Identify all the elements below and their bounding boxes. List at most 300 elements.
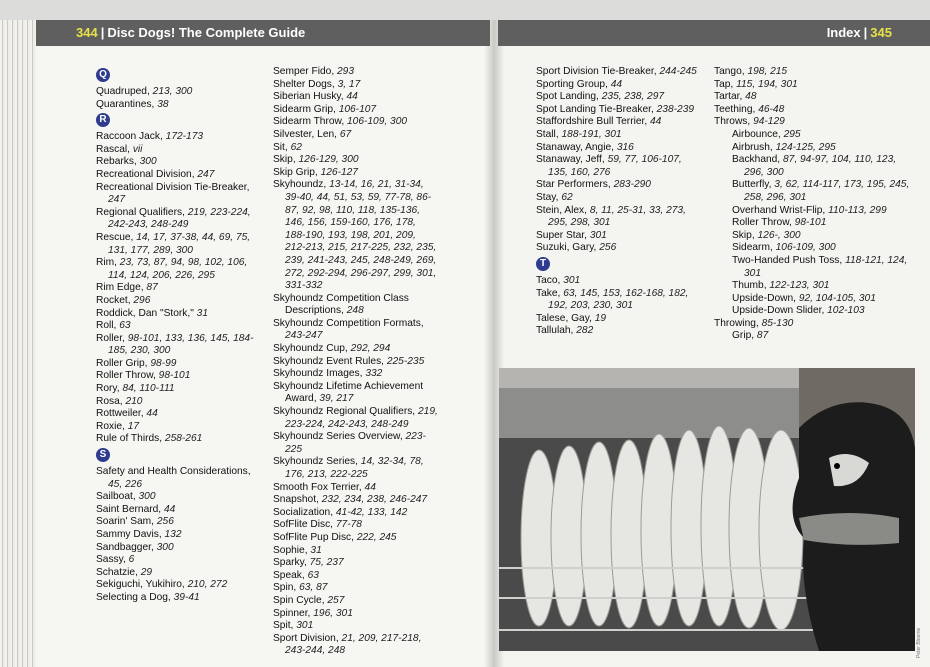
- page-references: 256: [599, 242, 617, 254]
- svg-text:Peter Bloeme: Peter Bloeme: [916, 627, 922, 658]
- index-term: Recreational Division Tie-Breaker,: [96, 181, 250, 193]
- page-references: 257: [327, 594, 345, 606]
- index-entry: [96, 257, 264, 282]
- index-term: Rosa,: [96, 395, 123, 407]
- index-subentry: [732, 154, 914, 179]
- page-references: 118-121, 124, 301: [744, 254, 908, 279]
- index-term: Sammy Davis,: [96, 529, 162, 540]
- index-entry: [273, 545, 439, 558]
- page-references: 115, 194, 301: [736, 78, 798, 90]
- index-term: Spot Landing,: [536, 91, 599, 103]
- page-references: 210: [125, 395, 143, 407]
- index-subentry: [732, 255, 914, 280]
- page-references: 222, 245: [356, 531, 397, 543]
- index-term: Airbrush,: [732, 141, 773, 153]
- index-column-3: [536, 66, 704, 338]
- page-references: 14, 17, 37-38, 44, 69, 75, 131, 177, 289, 300: [108, 231, 251, 256]
- index-term: Tallulah,: [536, 325, 574, 337]
- section-letter-badge: T: [536, 257, 550, 271]
- index-term: Stall,: [536, 128, 559, 140]
- index-term: Sport Division,: [273, 632, 339, 644]
- index-term: Sparky,: [273, 557, 307, 569]
- page-references: 106-109, 300: [775, 242, 836, 254]
- index-entry: [536, 205, 704, 230]
- page-references: 92, 104-105, 301: [798, 292, 876, 304]
- index-entry: [714, 79, 914, 92]
- index-term: Stanaway, Jeff,: [536, 154, 605, 166]
- index-entry: [273, 608, 439, 621]
- index-entry: [96, 383, 264, 396]
- index-entry: [273, 142, 439, 155]
- index-entry: [96, 433, 264, 446]
- page-references: 17: [127, 420, 140, 432]
- index-term: Sandbagger,: [96, 541, 154, 553]
- index-subentry: [732, 179, 914, 204]
- index-term: Skyhoundz Event Rules,: [273, 355, 384, 367]
- index-entry: [96, 295, 264, 308]
- page-references: 247: [108, 194, 125, 206]
- index-term: Taco,: [536, 274, 561, 286]
- index-term: Spot Landing Tie-Breaker,: [536, 103, 654, 115]
- page-references: 3, 17: [337, 78, 361, 90]
- index-entry: [536, 129, 704, 142]
- index-term: Skip,: [732, 229, 755, 241]
- page-references: 23, 73, 87, 94, 98, 102, 106, 114, 124, 206, 226, 295: [108, 257, 248, 281]
- index-entry: [536, 230, 704, 243]
- page-references: 301: [589, 229, 607, 241]
- index-entry: [96, 182, 264, 207]
- index-term: Skyhoundz Cup,: [273, 343, 348, 355]
- index-entry: [536, 192, 704, 205]
- page-references: 110-113, 299: [828, 204, 887, 216]
- index-term: Stein, Alex,: [536, 204, 587, 216]
- header-separator: |: [100, 25, 105, 40]
- index-term: Thumb,: [732, 280, 767, 292]
- page-references: 106-109, 300: [347, 116, 408, 128]
- page-references: 132: [164, 529, 182, 540]
- index-term: Rocket,: [96, 294, 131, 306]
- section-title: Index: [826, 25, 861, 40]
- index-entry: [96, 358, 264, 371]
- page-references: 232, 234, 238, 246-247: [321, 494, 428, 506]
- index-term: Sit,: [273, 141, 288, 153]
- index-entry: [536, 154, 704, 179]
- page-references: 87, 94-97, 104, 110, 123, 296, 300: [744, 154, 897, 178]
- index-term: Skyhoundz Competition Class Descriptions,: [273, 292, 409, 317]
- page-references: 188-191, 301: [561, 128, 622, 140]
- page-references: 29: [140, 566, 153, 578]
- index-entry: [96, 169, 264, 182]
- page-references: 84, 110-111: [122, 383, 175, 395]
- index-column-2: [273, 66, 439, 658]
- index-entry: [273, 595, 439, 608]
- page-references: 3, 62, 114-117, 173, 195, 245, 258, 296, 301: [744, 179, 910, 203]
- page-references: 316: [616, 141, 634, 153]
- index-term: Rim,: [96, 257, 117, 269]
- page-references: 244-245: [659, 66, 697, 77]
- page-references: 196, 301: [313, 607, 353, 619]
- page-references: 41-42, 133, 142: [335, 506, 408, 518]
- index-term: Sekiguchi, Yukihiro,: [96, 579, 185, 591]
- page-references: 102-103: [827, 305, 865, 317]
- page-references: 283-290: [613, 179, 651, 191]
- page-references: 296: [133, 294, 151, 306]
- page-references: 87: [146, 282, 158, 294]
- index-term: Silvester, Len,: [273, 128, 337, 140]
- index-term: Skyhoundz Competition Formats,: [273, 317, 424, 329]
- page-references: 44: [146, 408, 158, 420]
- index-term: Rescue,: [96, 231, 134, 243]
- index-entry: [273, 343, 439, 356]
- index-entry: [273, 91, 439, 104]
- page-references: 67: [339, 128, 352, 140]
- index-term: Skip Grip,: [273, 166, 318, 178]
- index-entry: [96, 156, 264, 169]
- page-references: 332: [365, 368, 383, 380]
- index-entry: [96, 567, 264, 580]
- index-term: Spinner,: [273, 607, 311, 619]
- index-term: Skyhoundz,: [273, 179, 327, 191]
- index-entry: [273, 482, 439, 495]
- index-entry: [96, 516, 264, 529]
- page-references: 62: [290, 141, 302, 153]
- page-references: 126-, 300: [757, 229, 801, 241]
- index-subentry: [732, 280, 914, 293]
- page-references: 39, 217: [319, 393, 354, 405]
- page-references: 300: [156, 541, 174, 553]
- index-term: Roller Grip,: [96, 357, 148, 369]
- index-term: Speak,: [273, 569, 305, 581]
- photo-credit: [914, 620, 922, 660]
- index-entry: [96, 466, 264, 491]
- index-entry: [273, 368, 439, 381]
- index-subentry: [732, 142, 914, 155]
- index-term: Skyhoundz Series,: [273, 456, 358, 468]
- index-entry: [96, 282, 264, 295]
- index-entry: [273, 66, 439, 79]
- index-entry: [96, 408, 264, 421]
- index-term: Sidearm Grip,: [273, 103, 336, 115]
- index-entry: [714, 66, 914, 79]
- index-entry: [536, 242, 704, 255]
- index-term: Rottweiler,: [96, 408, 144, 420]
- index-entry: [96, 207, 264, 232]
- page-references: 98-99: [150, 357, 177, 369]
- index-entry: [273, 557, 439, 570]
- index-term: Tap,: [714, 78, 734, 90]
- page-references: 98-101, 133, 136, 145, 184-185, 230, 300: [108, 332, 254, 357]
- index-term: Sidearm,: [732, 242, 773, 254]
- page-references: 19: [594, 312, 607, 324]
- page-references: 124-125, 295: [775, 141, 836, 153]
- page-references: 38: [157, 98, 169, 110]
- index-term: Siberian Husky,: [273, 91, 344, 103]
- index-term: Talese, Gay,: [536, 312, 592, 324]
- index-entry: [96, 504, 264, 517]
- index-term: Rule of Thirds,: [96, 433, 163, 445]
- index-entry: [536, 313, 704, 326]
- index-entry: [273, 116, 439, 129]
- page-references: 13-14, 16, 21, 31-34, 39-40, 44, 51, 53, 59, 77-78, 86-87, 92, 98, 110, 118, 135-136, 146, 156, 159-160, 176, 178, 188-190, 193, 198, 201, 209, 212-213, 215, 217-225, 232, 235, 239, 241-243, 245, 248-249, 269, 272, 292-294, 296-297, 299, 301, 331-332: [285, 179, 437, 292]
- index-term: Snapshot,: [273, 494, 319, 506]
- index-term: Rascal,: [96, 143, 130, 155]
- page-references: 63, 145, 153, 162-168, 182, 192, 203, 230, 301: [548, 287, 689, 312]
- index-subentry: [732, 293, 914, 306]
- index-entry: [96, 131, 264, 144]
- page-references: 98-101: [794, 217, 827, 229]
- index-entry: [96, 491, 264, 504]
- page-references: 248: [346, 305, 364, 317]
- index-term: Throwing,: [714, 317, 759, 329]
- index-term: Throws,: [714, 116, 751, 128]
- page-references: 31: [196, 307, 209, 319]
- index-term: Sport Division Tie-Breaker,: [536, 66, 657, 77]
- index-entry: [96, 99, 264, 112]
- index-term: Socialization,: [273, 506, 334, 518]
- index-term: Two-Handed Push Toss,: [732, 254, 843, 266]
- index-entry: [96, 86, 264, 99]
- index-entry: [273, 293, 439, 318]
- index-entry: [273, 456, 439, 481]
- page-references: 44: [610, 78, 623, 90]
- index-entry: [536, 66, 704, 79]
- page-references: 126-129, 300: [298, 154, 359, 166]
- page-references: 63, 87: [299, 582, 328, 594]
- page-references: 282: [576, 325, 594, 337]
- index-subentry: [732, 330, 914, 343]
- index-entry: [96, 421, 264, 434]
- index-entry: [536, 288, 704, 313]
- index-term: Quarantines,: [96, 98, 155, 110]
- index-term: Roxie,: [96, 420, 125, 432]
- page-references: 31: [310, 544, 322, 556]
- page-references: 8, 11, 25-31, 33, 273, 295, 298, 301: [548, 204, 686, 229]
- header-separator: |: [863, 25, 868, 40]
- index-term: Skip,: [273, 154, 296, 166]
- index-term: Roller,: [96, 332, 125, 344]
- index-entry: [96, 320, 264, 333]
- page-references: 75, 237: [309, 557, 344, 569]
- page-references: 63: [119, 320, 131, 332]
- index-term: Regional Qualifiers,: [96, 206, 185, 218]
- index-entry: [536, 104, 704, 117]
- index-entry: [96, 396, 264, 409]
- index-term: Roll,: [96, 320, 117, 332]
- index-entry: [96, 579, 264, 592]
- page-references: 62: [561, 191, 573, 203]
- index-entry: [273, 519, 439, 532]
- index-entry: [714, 91, 914, 104]
- index-entry: [96, 542, 264, 555]
- page-references: 6: [128, 554, 135, 566]
- page-references: 256: [156, 516, 174, 528]
- index-entry: [96, 308, 264, 321]
- index-term: Upside-Down,: [732, 292, 796, 304]
- page-references: 63: [307, 569, 319, 581]
- page-references: 300: [138, 491, 156, 503]
- index-entry: [536, 325, 704, 338]
- index-term: Sidearm Throw,: [273, 116, 345, 128]
- page-references: 198, 215: [747, 66, 788, 77]
- index-entry: [273, 356, 439, 369]
- index-entry: [273, 179, 439, 292]
- index-entry: [273, 129, 439, 142]
- index-entry: [273, 570, 439, 583]
- index-entry: [273, 79, 439, 92]
- index-entry: [273, 582, 439, 595]
- page-references: 258-261: [164, 433, 203, 445]
- page-references: 94-129: [753, 116, 785, 128]
- page-references: 301: [563, 274, 581, 286]
- index-subentry: [732, 230, 914, 243]
- index-entry: [96, 144, 264, 157]
- index-term: Rory,: [96, 383, 120, 395]
- page-references: 300: [139, 156, 157, 168]
- page-references: 293: [337, 66, 354, 77]
- index-term: Super Star,: [536, 229, 587, 241]
- index-entry: [273, 620, 439, 633]
- page-references: 44: [163, 503, 176, 515]
- page-references: 126-127: [320, 166, 358, 178]
- section-letter-badge: Q: [96, 68, 110, 82]
- index-entry: [96, 554, 264, 567]
- index-entry: [273, 104, 439, 117]
- index-term: Grip,: [732, 330, 755, 342]
- dog-in-dishwasher-photo: [499, 368, 915, 651]
- index-term: Sassy,: [96, 554, 126, 566]
- index-term: Sporting Group,: [536, 78, 608, 90]
- index-term: Overhand Wrist-Flip,: [732, 204, 826, 216]
- index-entry: [273, 318, 439, 343]
- page-references: 210, 272: [187, 579, 228, 591]
- index-term: Safety and Health Considerations,: [96, 466, 251, 478]
- page-references: 243-247: [285, 330, 323, 342]
- page-references: 106-107: [338, 103, 377, 115]
- index-subentry: [732, 205, 914, 218]
- index-term: Teething,: [714, 103, 756, 115]
- index-term: Skyhoundz Images,: [273, 368, 363, 380]
- index-term: Soarin' Sam,: [96, 516, 155, 528]
- index-term: Spin Cycle,: [273, 594, 325, 606]
- index-subentry: [732, 305, 914, 318]
- page-edges: [0, 20, 40, 667]
- index-term: Butterfly,: [732, 179, 772, 191]
- index-term: Backhand,: [732, 154, 781, 166]
- index-term: Semper Fido,: [273, 66, 335, 77]
- index-column-1: [96, 66, 264, 605]
- index-term: Recreational Division,: [96, 168, 195, 180]
- book-title: Disc Dogs! The Complete Guide: [107, 25, 306, 40]
- page-references: 247: [197, 168, 215, 180]
- index-term: Upside-Down Slider,: [732, 305, 825, 317]
- index-entry: [273, 431, 439, 456]
- index-entry: [273, 633, 439, 658]
- index-term: Rim Edge,: [96, 282, 144, 294]
- index-term: SofFlite Disc,: [273, 519, 334, 531]
- index-entry: [536, 142, 704, 155]
- index-subentry: [732, 217, 914, 230]
- index-term: Roddick, Dan "Stork,": [96, 307, 194, 319]
- left-running-header: [36, 20, 490, 46]
- page-references: 87: [756, 330, 769, 342]
- index-entry: [273, 532, 439, 545]
- page-references: 219, 223-224, 242-243, 248-249: [108, 206, 251, 231]
- index-term: Tartar,: [714, 91, 743, 103]
- page-references: 44: [364, 481, 376, 493]
- index-entry: [273, 406, 439, 431]
- index-term: Stanaway, Angie,: [536, 141, 614, 153]
- page-references: 172-173: [165, 131, 204, 143]
- right-running-header: [498, 20, 930, 46]
- page-references: 48: [745, 91, 757, 103]
- index-term: Star Performers,: [536, 179, 611, 191]
- left-page-number: 344: [76, 25, 98, 40]
- page-references: 213, 300: [152, 86, 193, 97]
- index-entry: [536, 116, 704, 129]
- section-letter-badge: S: [96, 448, 110, 462]
- index-term: Shelter Dogs,: [273, 78, 335, 90]
- index-term: Roller Throw,: [732, 217, 792, 229]
- index-entry: [96, 529, 264, 542]
- index-entry: [536, 91, 704, 104]
- index-term: Skyhoundz Lifetime Achievement Award,: [273, 380, 424, 405]
- index-column-4: [714, 66, 914, 343]
- index-term: Skyhoundz Series Overview,: [273, 431, 403, 443]
- index-entry: [96, 370, 264, 383]
- page-references: 44: [346, 91, 358, 103]
- index-term: Schatzie,: [96, 566, 138, 578]
- index-entry: [714, 116, 914, 129]
- page-references: 238-239: [656, 103, 695, 115]
- index-term: SofFlite Pup Disc,: [273, 531, 354, 543]
- index-term: Airbounce,: [732, 128, 781, 140]
- page-references: 46-48: [758, 103, 785, 115]
- index-term: Tango,: [714, 66, 745, 77]
- page-references: 225-235: [386, 355, 425, 367]
- index-term: Sailboat,: [96, 491, 136, 503]
- index-term: Selecting a Dog,: [96, 591, 171, 603]
- index-term: Saint Bernard,: [96, 503, 162, 515]
- page-references: 39-41: [173, 591, 200, 603]
- index-entry: [96, 592, 264, 605]
- section-letter-badge: R: [96, 113, 110, 127]
- index-term: Spin,: [273, 582, 297, 594]
- index-subentry: [732, 129, 914, 142]
- page-references: 44: [650, 116, 662, 128]
- index-entry: [536, 275, 704, 288]
- index-term: Roller Throw,: [96, 370, 156, 382]
- page-references: 219, 223-224, 242-243, 248-249: [285, 406, 438, 430]
- index-entry: [273, 381, 439, 406]
- page-references: 235, 238, 297: [601, 91, 665, 103]
- index-term: Stay,: [536, 191, 559, 203]
- index-entry: [273, 494, 439, 507]
- page-references: 122-123, 301: [769, 280, 830, 292]
- page-references: 301: [296, 620, 314, 632]
- page-references: 77-78: [335, 519, 362, 531]
- index-entry: [536, 179, 704, 192]
- page-references: 85-130: [761, 317, 794, 329]
- index-entry: [536, 79, 704, 92]
- page-references: 21, 209, 217-218, 243-244, 248: [285, 632, 422, 657]
- index-entry: [273, 154, 439, 167]
- index-term: Sophie,: [273, 544, 308, 556]
- index-entry: [96, 333, 264, 358]
- index-term: Quadruped,: [96, 86, 150, 97]
- page-references: vii: [132, 143, 143, 155]
- page-references: 98-101: [158, 370, 191, 382]
- page-references: 295: [783, 128, 801, 140]
